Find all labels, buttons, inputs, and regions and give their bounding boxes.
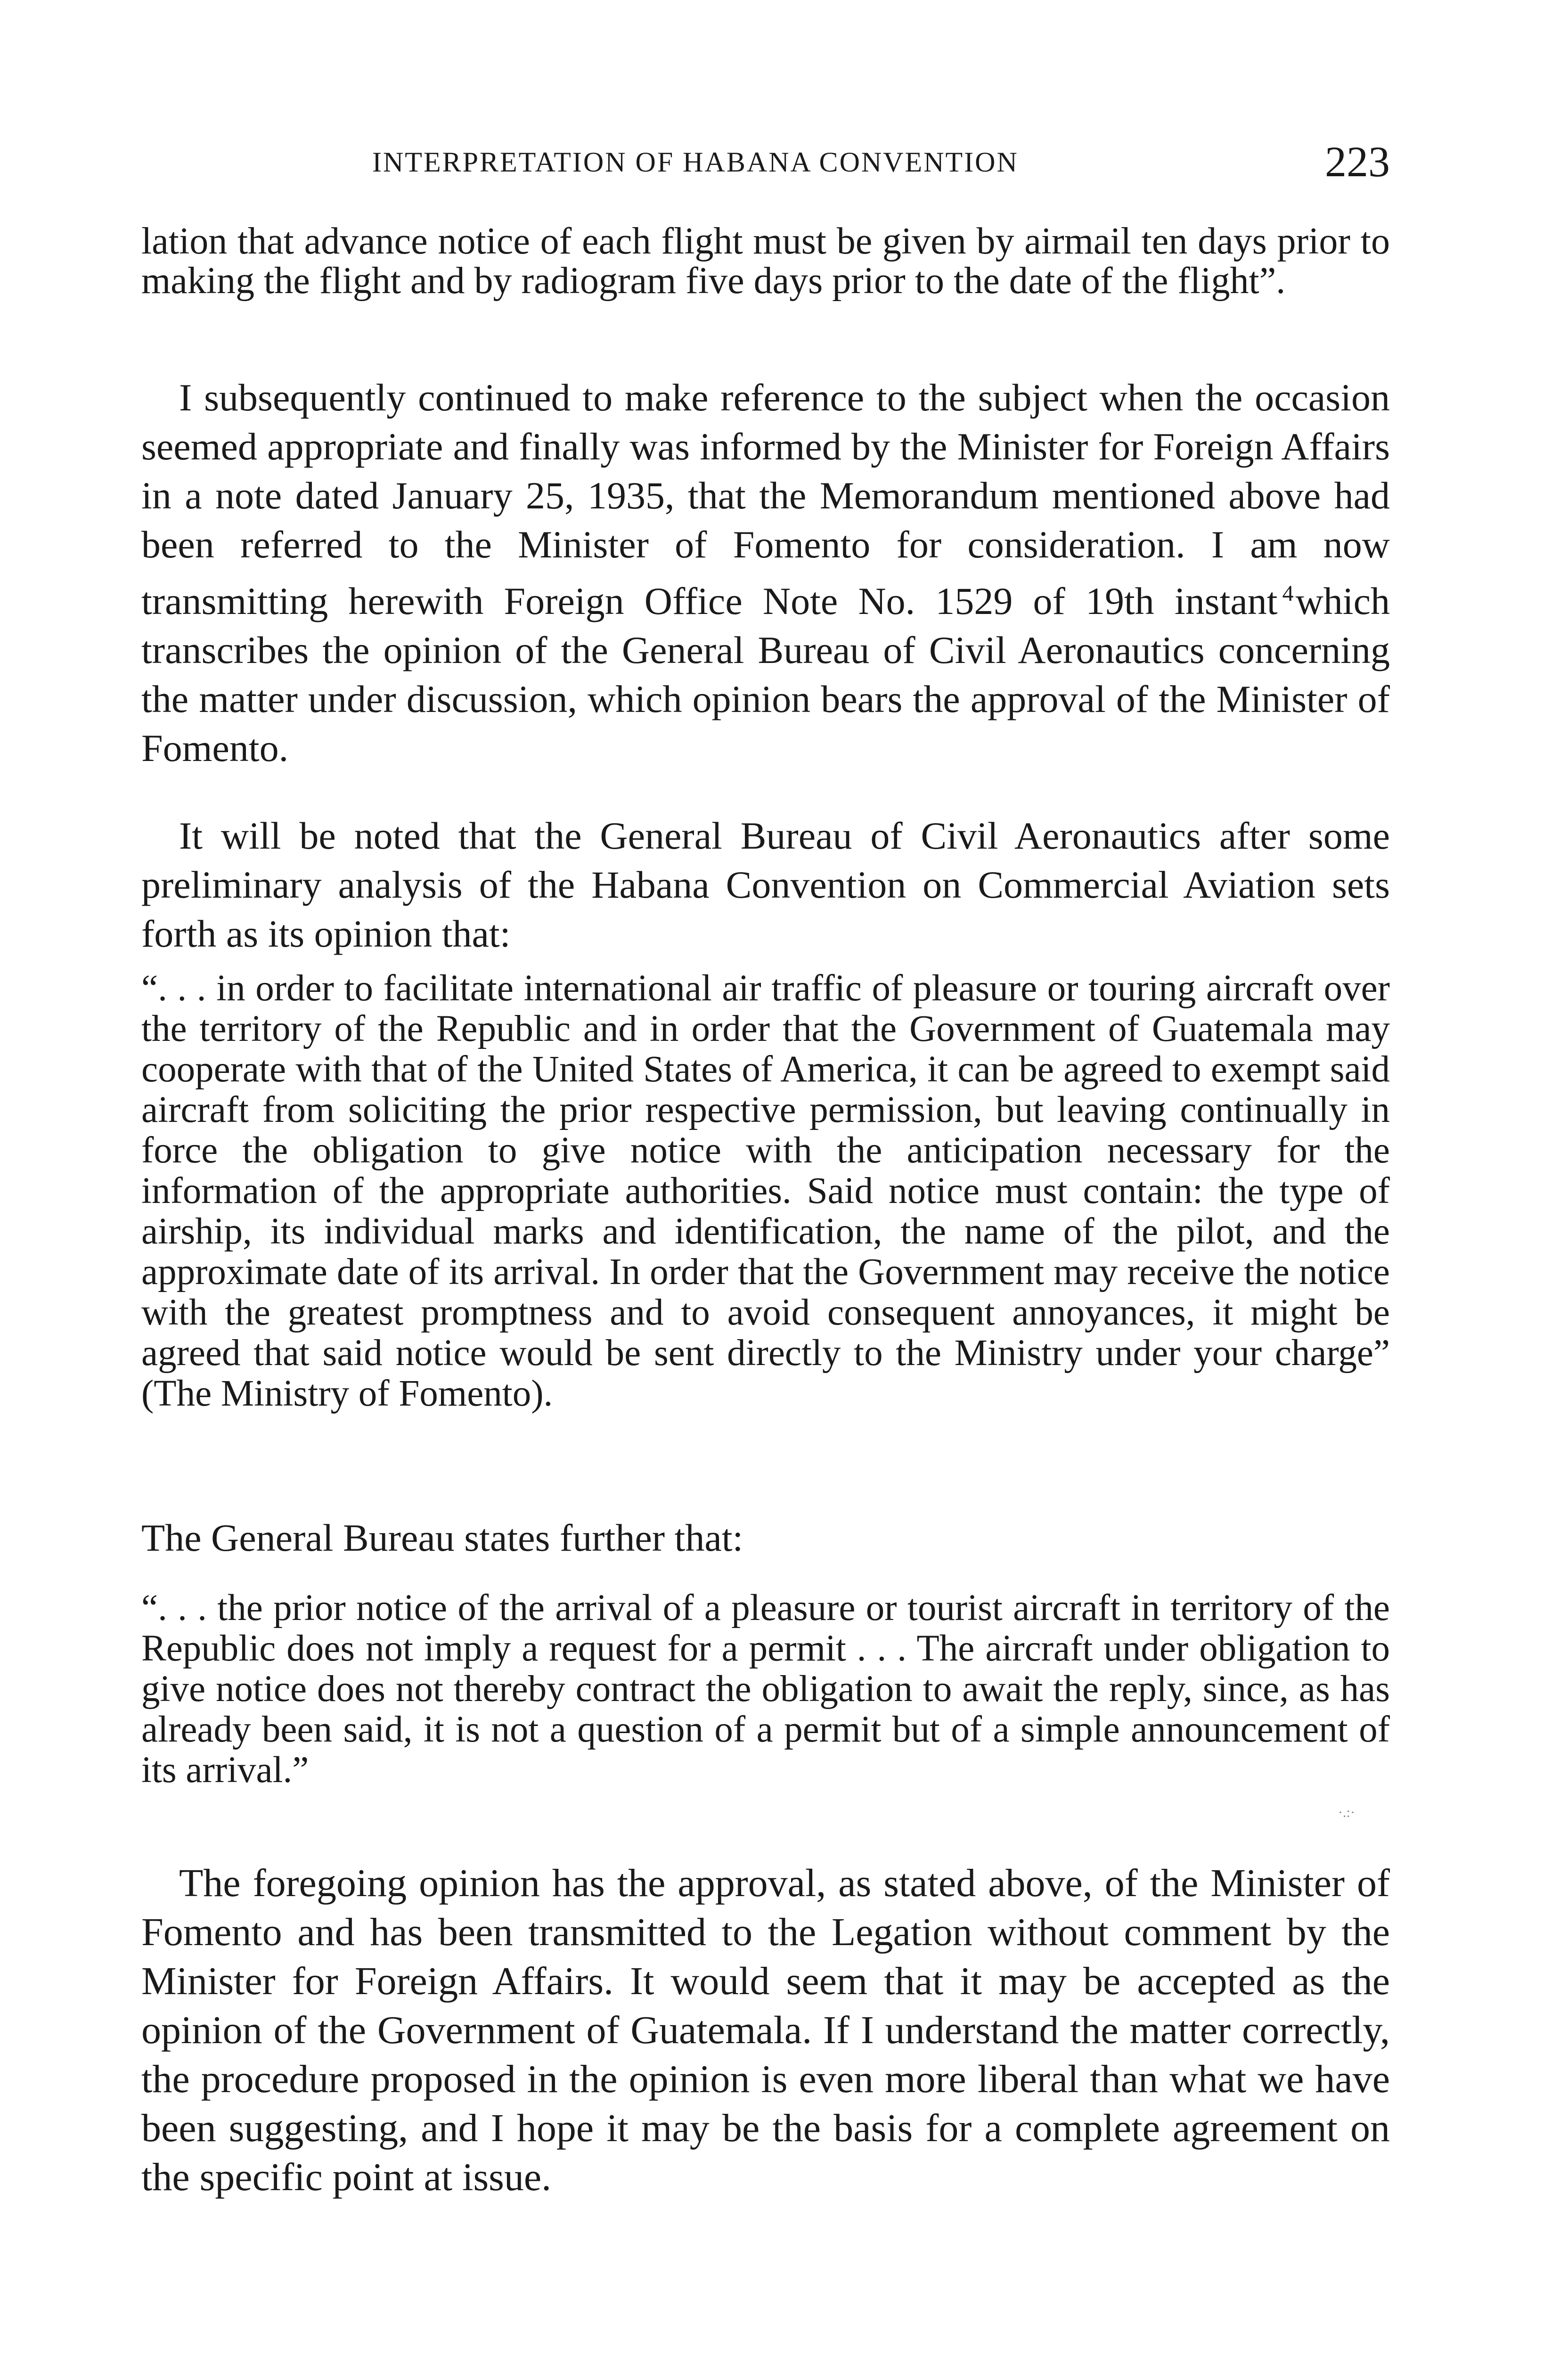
paragraph-conclusion: The foregoing opinion has the approval, as stated above, of the Minister of Fomento and has been transmitted to the Legation without comment by the Minister for Foreign Affairs. It would seem that it may be accepted as the opinion of the Government of Guatemala. If I understand the matter correctly, the procedure proposed in the opinion is even more liberal than what we have been suggesting, and I hope it may be the basis for a complete agreement on the specific point at issue. (141, 1861, 1390, 2199)
footnote-reference: 4 (1282, 581, 1294, 606)
page-header (141, 137, 1390, 193)
paragraph-memorandum-text-1: I subsequently continued to make reference to the subject when the occasion seemed appropriate and finally was informed by the Minister for Foreign Affairs in a note dated January 25, 1935, that the Memorandum mentioned above had been referred to the Minister of Fomento for consideration. I am now transmitting herewith Foreign Office Note No. 1529 of 19th instant (141, 376, 1390, 622)
print-smudge: ·.:· (1338, 1805, 1355, 1820)
paragraph-memorandum-referral (141, 373, 1390, 773)
page-number: 223 (1325, 138, 1390, 186)
paragraph-bureau-further: The General Bureau states further that: (141, 1516, 743, 1559)
paragraph-memorandum-text-2: which transcribes the opinion of the General Bureau of Civil Aeronautics concerning the matter under discussion, which opinion bears the approval of the Minister of Fomento. (141, 580, 1390, 769)
block-quote-prior-notice: “. . . the prior notice of the arrival of a pleasure or tourist aircraft in territory of the Republic does not imply a request for a permit . . . The aircraft under obligation to give notice does not thereby contract the obligation to await the reply, since, as has already been said, it is not a question of a permit but of a simple announcement of its arrival.” (141, 1587, 1390, 1791)
block-quote-bureau-opinion: “. . . in order to facilitate international air traffic of pleasure or touring aircraft over the territory of the Republic and in order that the Government of Guatemala may cooperate with that of the United States of America, it can be agreed to exempt said aircraft from soliciting the prior respective permission, but leaving continually in force the obligation to give notice with the anticipation necessary for the information of the appropriate authorities. Said notice must contain: the type of airship, its individual marks and identification, the name of the pilot, and the approximate date of its arrival. In order that the Government may receive the notice with the greatest promptness and to avoid consequent annoyances, it might be agreed that said notice would be sent directly to the Ministry under your charge” (The Ministry of Fomento). (141, 968, 1390, 1414)
paragraph-bureau-opinion-intro: It will be noted that the General Bureau of Civil Aeronautics after some preliminary analysis of the Habana Convention on Commercial Aviation sets forth as its opinion that: (141, 814, 1390, 955)
paragraph-continuation: lation that advance notice of each flight must be given by airmail ten days prior to making the flight and by radiogram five days prior to the date of the flight”. (141, 221, 1390, 302)
running-title: INTERPRETATION OF HABANA CONVENTION (372, 147, 1019, 178)
